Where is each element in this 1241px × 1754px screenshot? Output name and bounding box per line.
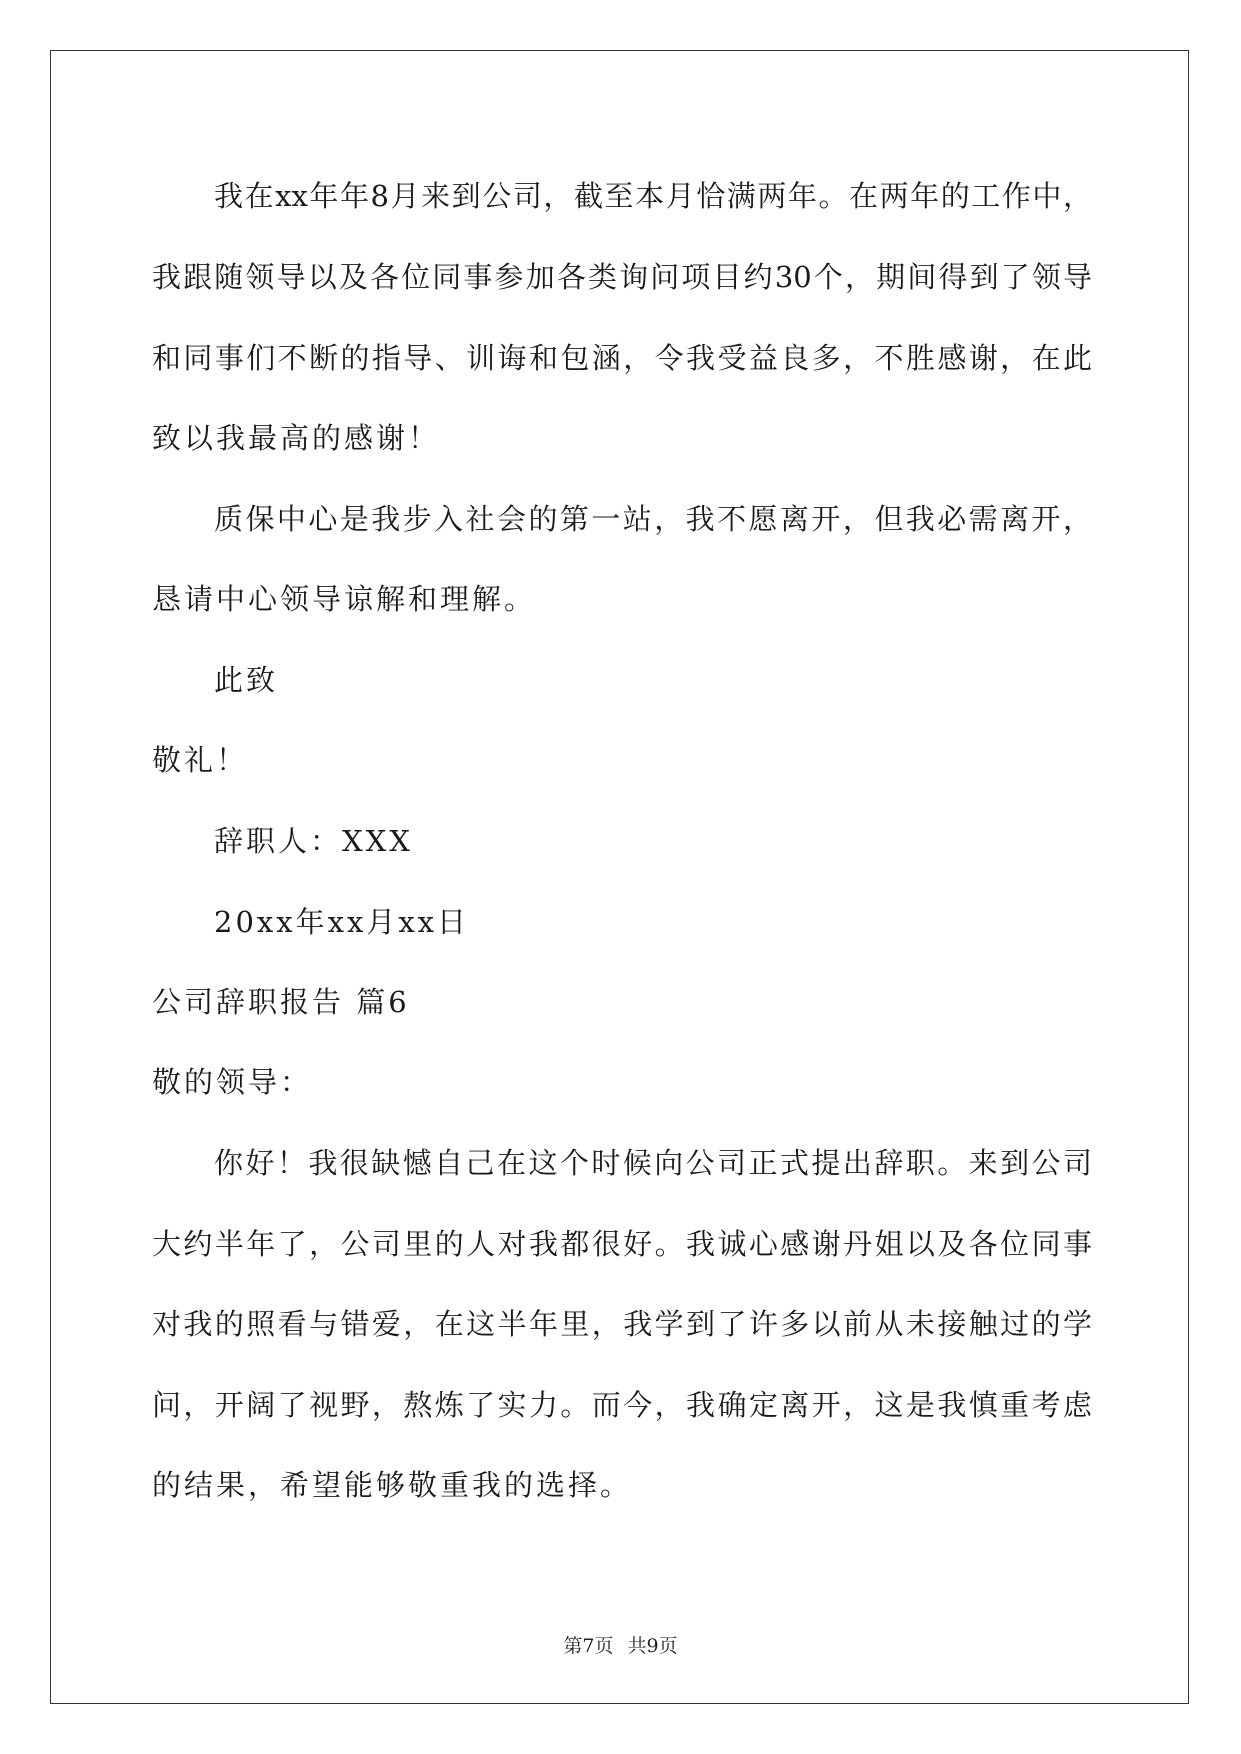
closing-regards: 敬礼！ (152, 743, 249, 777)
page-footer (0, 1634, 1241, 1658)
paragraph-line: 致以我最高的感谢！ (152, 421, 441, 455)
signature-line: 辞职人：XXX (214, 824, 413, 858)
paragraph-line: 对我的照看与错爱，在这半年里，我学到了许多以前从未接触过的学 (152, 1307, 1092, 1341)
greeting-line: 敬的领导： (152, 1065, 313, 1099)
paragraph-line: 我跟随领导以及各位同事参加各类询问项目约30个，期间得到了领导 (152, 260, 1092, 294)
paragraph-line: 恳请中心领导谅解和理解。 (152, 582, 537, 616)
section-heading: 公司辞职报告 篇6 (152, 985, 410, 1019)
paragraph-line: 的结果，希望能够敬重我的选择。 (152, 1468, 633, 1502)
paragraph-line: 和同事们不断的指导、训诲和包涵，令我受益良多，不胜感谢，在此 (152, 341, 1092, 375)
paragraph-line: 问，开阔了视野，熬炼了实力。而今，我确定离开，这是我慎重考虑 (152, 1388, 1092, 1422)
paragraph-line: 大约半年了，公司里的人对我都很好。我诚心感谢丹姐以及各位同事 (152, 1227, 1092, 1261)
paragraph-line: 我在xx年年8月来到公司，截至本月恰满两年。在两年的工作中， (214, 179, 1092, 213)
page-border (50, 50, 1189, 1704)
paragraph-line: 质保中心是我步入社会的第一站，我不愿离开，但我必需离开， (214, 502, 1092, 536)
page-number: 第7页 (563, 1635, 614, 1657)
closing-salutation: 此致 (214, 663, 279, 697)
date-line: 20xx年xx月xx日 (214, 905, 470, 939)
paragraph-line: 你好！我很缺憾自己在这个时候向公司正式提出辞职。来到公司 (214, 1146, 1092, 1180)
page-total: 共9页 (627, 1635, 678, 1657)
